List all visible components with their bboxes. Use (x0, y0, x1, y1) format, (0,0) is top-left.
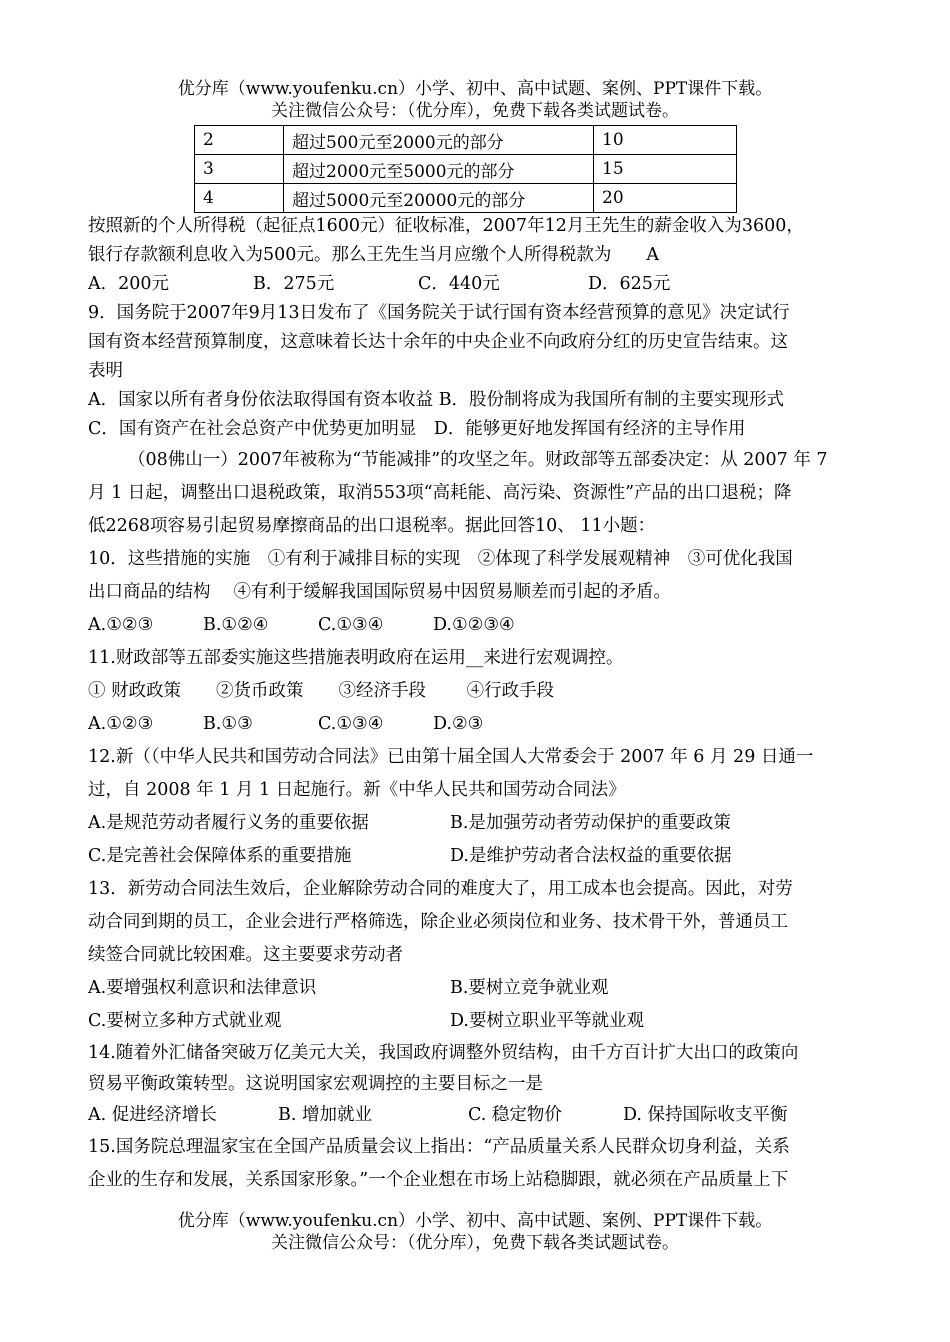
answer-options: A．国家以所有者身份依法取得国有资本收益 B．股份制将成为我国所有制的主要实现形式 (88, 390, 785, 410)
table-cell-rate: 10 (594, 126, 737, 155)
table-cell-range: 超过5000元至20000元的部分 (284, 184, 594, 213)
page-header (0, 78, 950, 122)
question-stem: 国有资本经营预算制度，这意味着长达十余年的中央企业不向政府分红的历史宣告结束。这 (88, 332, 788, 352)
header-line-1: 优分库（www.youfenku.cn）小学、初中、高中试题、案例、PPT课件下载。 (177, 79, 773, 99)
answer-options (88, 840, 863, 873)
question-10 (88, 543, 863, 642)
table-cell-level: 2 (195, 126, 284, 155)
question-stem: 企业的生存和发展，关系国家形象。”一个企业想在市场上站稳脚跟，就必须在产品质量上下 (88, 1170, 789, 1190)
answer-options (88, 972, 863, 1005)
option-b: B.要树立竞争就业观 (450, 978, 609, 998)
question-8 (88, 212, 863, 299)
question-stem: 续签合同就比较困难。这主要要求劳动者 (88, 945, 403, 965)
table-cell-level: 4 (195, 184, 284, 213)
answer-options (88, 270, 863, 299)
tax-rate-table (194, 125, 737, 213)
question-9 (88, 299, 863, 444)
material-passage (88, 444, 863, 543)
question-stem: 12.新（（中华人民共和国劳动合同法》已由第十届全国人大常委会于 2007 年 6 月 29 日通一 (88, 747, 814, 767)
option-c: C．440元 (418, 274, 500, 294)
table-cell-rate: 20 (594, 184, 737, 213)
option-d: D. 保持国际收支平衡 (623, 1105, 788, 1125)
page-footer (0, 1210, 950, 1254)
option-b: B．275元 (253, 274, 335, 294)
question-stem: 9．国务院于2007年9月13日发布了《国务院关于试行国有资本经营预算的意见》决定试行 (88, 303, 790, 323)
question-stem: 表明 (88, 361, 123, 381)
question-stem: 15.国务院总理温家宝在全国产品质量会议上指出：“产品质量关系人民群众切身利益，关系 (88, 1137, 790, 1157)
option-d: D．625元 (588, 274, 671, 294)
option-d: D.是维护劳动者合法权益的重要依据 (450, 846, 732, 866)
question-stem: 银行存款额利息收入为500元。那么王先生当月应缴个人所得税款为 A (88, 245, 660, 265)
passage-line: 月 1 日起，调整出口退税政策，取消553项“高耗能、高污染、资源性”产品的出口退税；降 (88, 483, 792, 503)
question-14 (88, 1038, 863, 1131)
question-stem: 10．这些措施的实施 ①有利于减排目标的实现 ②体现了科学发展观精神 ③可优化我国 (88, 549, 793, 569)
table-cell-level: 3 (195, 155, 284, 184)
question-13 (88, 873, 863, 1038)
option-c: C.是完善社会保障体系的重要措施 (88, 846, 352, 866)
option-c: C.①③④ (318, 714, 384, 734)
question-stem: 11.财政部等五部委实施这些措施表明政府在运用__来进行宏观调控。 (88, 648, 624, 668)
table-cell-range: 超过2000元至5000元的部分 (284, 155, 594, 184)
question-stem: 贸易平衡政策转型。这说明国家宏观调控的主要目标之一是 (88, 1074, 543, 1094)
question-stem: 动合同到期的员工，企业会进行严格筛选，除企业必须岗位和业务、技术骨干外，普通员工 (88, 912, 788, 932)
question-items: ① 财政政策 ②货币政策 ③经济手段 ④行政手段 (88, 681, 555, 701)
option-b: B.①②④ (203, 615, 269, 635)
option-c: C.要树立多种方式就业观 (88, 1011, 282, 1031)
option-a: A．200元 (88, 274, 170, 294)
table-row (195, 155, 737, 184)
question-11 (88, 642, 863, 741)
option-a: A.是规范劳动者履行义务的重要依据 (88, 813, 369, 833)
answer-options (88, 1100, 863, 1131)
answer-options (88, 609, 863, 642)
question-15 (88, 1131, 863, 1197)
question-stem: 13．新劳动合同法生效后，企业解除劳动合同的难度大了，用工成本也会提高。因此，对劳 (88, 879, 793, 899)
option-a: A. 促进经济增长 (88, 1105, 217, 1125)
option-d: D.②③ (433, 714, 484, 734)
footer-line-1: 优分库（www.youfenku.cn）小学、初中、高中试题、案例、PPT课件下载。 (177, 1211, 773, 1231)
option-d: D.要树立职业平等就业观 (450, 1011, 644, 1031)
option-b: B.是加强劳动者劳动保护的重要政策 (450, 813, 731, 833)
question-12 (88, 741, 863, 873)
option-c: C.①③④ (318, 615, 384, 635)
option-c: C. 稳定物价 (468, 1105, 562, 1125)
answer-options (88, 1005, 863, 1038)
table-cell-rate: 15 (594, 155, 737, 184)
question-stem: 14.随着外汇储备突破万亿美元大关，我国政府调整外贸结构，由千方百计扩大出口的政策向 (88, 1043, 799, 1063)
question-stem: 按照新的个人所得税（起征点1600元）征收标准，2007年12月王先生的薪金收入为3600， (88, 216, 804, 236)
footer-line-2: 关注微信公众号：（优分库），免费下载各类试题试卷。 (271, 1233, 679, 1253)
header-line-2: 关注微信公众号：（优分库），免费下载各类试题试卷。 (271, 101, 679, 121)
passage-line: 低2268项容易引起贸易摩擦商品的出口退税率。据此回答10、 11小题： (88, 516, 656, 536)
table-row (195, 126, 737, 155)
option-a: A.①②③ (88, 615, 154, 635)
passage-line: （08佛山一）2007年被称为“节能减排”的攻坚之年。财政部等五部委决定：从 2007 年 7 (128, 450, 828, 470)
option-b: B.①③ (203, 714, 253, 734)
answer-options (88, 807, 863, 840)
option-a: A.①②③ (88, 714, 154, 734)
table-cell-range: 超过500元至2000元的部分 (284, 126, 594, 155)
answer-options (88, 708, 863, 741)
option-d: D.①②③④ (433, 615, 515, 635)
option-a: A.要增强权利意识和法律意识 (88, 978, 317, 998)
exam-content (88, 212, 863, 1197)
option-b: B. 增加就业 (278, 1105, 372, 1125)
question-stem: 出口商品的结构 ④有利于缓解我国国际贸易中因贸易顺差而引起的矛盾。 (88, 582, 672, 602)
question-stem: 过，自 2008 年 1 月 1 日起施行。新《中华人民共和国劳动合同法》 (88, 780, 626, 800)
answer-options: C．国有资产在社会总资产中优势更加明显 D．能够更好地发挥国有经济的主导作用 (88, 419, 746, 439)
table-row (195, 184, 737, 213)
